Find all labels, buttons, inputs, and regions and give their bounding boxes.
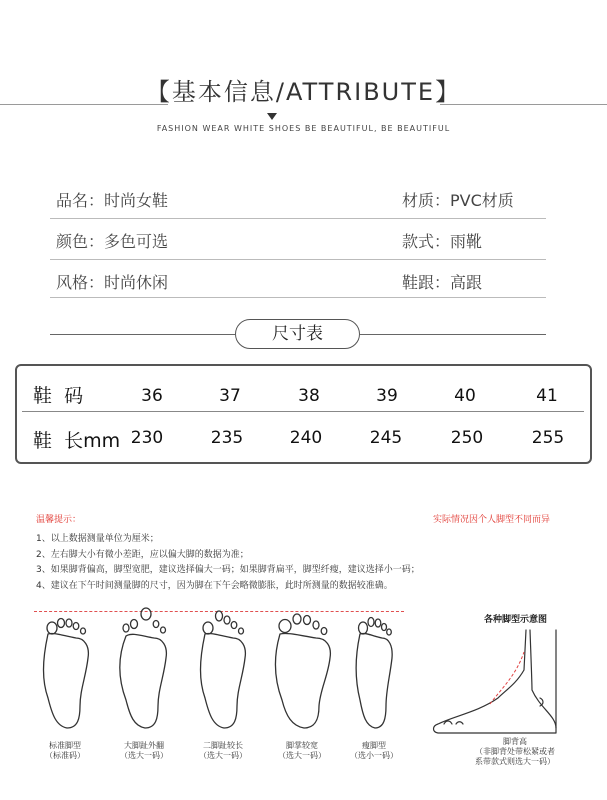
length-cell: 235 bbox=[210, 428, 244, 448]
attr-color: 颜色：多色可选 bbox=[56, 232, 169, 251]
foot-label-slim bbox=[339, 741, 409, 761]
size-cell: 38 bbox=[298, 386, 320, 406]
tips-disclaimer: 实际情况因个人脚型不同而异 bbox=[433, 515, 551, 525]
foot-label-standard bbox=[30, 741, 100, 761]
size-title-rule-left bbox=[50, 334, 235, 335]
foot-advice: （选大一码） bbox=[120, 751, 168, 760]
foot-advice: （选大一码） bbox=[278, 751, 326, 760]
foot-advice: （选大一码） bbox=[199, 751, 247, 760]
size-cell: 39 bbox=[376, 386, 398, 406]
foot-standard-icon bbox=[44, 619, 89, 729]
foot-label-wide bbox=[267, 741, 337, 761]
diagram-note-line1: （非脚背处带松紧或者 bbox=[475, 747, 555, 756]
tip-note: 2、左右脚大小有微小差距，应以偏大脚的数据为准； bbox=[36, 550, 249, 560]
diagram-label bbox=[450, 737, 580, 767]
length-cell: 240 bbox=[289, 428, 323, 448]
size-cell: 36 bbox=[141, 386, 163, 406]
length-label: 鞋 长mm bbox=[33, 430, 121, 452]
down-arrow-icon bbox=[267, 113, 277, 120]
diagram-title: 各种脚型示意图 bbox=[484, 615, 548, 625]
attr-material: 材质：PVC材质 bbox=[402, 191, 514, 210]
attr-divider bbox=[50, 297, 546, 298]
foot-advice: （选小一码） bbox=[350, 751, 398, 760]
foot-illustrations bbox=[34, 606, 414, 736]
page-title: 【基本信息/ATTRIBUTE】 bbox=[145, 78, 462, 106]
size-cell: 37 bbox=[219, 386, 241, 406]
size-cell: 41 bbox=[536, 386, 558, 406]
foot-slim-icon bbox=[356, 618, 392, 729]
foot-name: 瘦脚型 bbox=[362, 741, 386, 750]
size-cell: 40 bbox=[454, 386, 476, 406]
attr-fashion: 风格：时尚休闲 bbox=[56, 273, 169, 292]
foot-name: 脚掌较宽 bbox=[286, 741, 318, 750]
length-cell: 230 bbox=[130, 428, 164, 448]
foot-name: 标准脚型 bbox=[49, 741, 81, 750]
length-cell: 245 bbox=[369, 428, 403, 448]
size-table-title: 尺寸表 bbox=[235, 319, 360, 349]
tip-note: 4、建议在下午时间测量脚的尺寸，因为脚在下午会略微膨胀，此时所测量的数据较准确。 bbox=[36, 581, 393, 591]
size-title-rule-right bbox=[360, 334, 546, 335]
foot-wide-icon bbox=[276, 614, 331, 728]
size-label: 鞋 码 bbox=[33, 385, 84, 407]
foot-name: 二脚趾较长 bbox=[203, 741, 243, 750]
tip-note: 1、以上数据测量单位为厘米； bbox=[36, 534, 159, 544]
length-cell: 255 bbox=[531, 428, 565, 448]
length-cell: 250 bbox=[450, 428, 484, 448]
foot-label-second-toe bbox=[188, 741, 258, 761]
size-table-divider bbox=[22, 411, 584, 412]
foot-long-second-toe-icon bbox=[201, 611, 246, 728]
diagram-note-line2: 系带款式则选大一码） bbox=[475, 757, 555, 766]
foot-name: 大脚趾外翻 bbox=[124, 741, 164, 750]
foot-bunion-icon bbox=[120, 608, 166, 728]
diagram-label-title: 脚背高 bbox=[503, 737, 527, 746]
page-subtitle: FASHION WEAR WHITE SHOES BE BEAUTIFUL, BE BEAUTIFUL bbox=[156, 124, 451, 133]
foot-advice: （标准码） bbox=[45, 751, 85, 760]
attr-name: 品名：时尚女鞋 bbox=[56, 191, 169, 210]
tip-note: 3、如果脚背偏高，脚型宽肥，建议选择偏大一码；如果脚背扁平，脚型纤瘦，建议选择小一码； bbox=[36, 565, 420, 575]
high-instep-diagram bbox=[428, 628, 578, 740]
attr-style: 款式：雨靴 bbox=[402, 232, 483, 251]
attr-divider bbox=[50, 259, 546, 260]
tips-title: 温馨提示： bbox=[36, 515, 82, 525]
foot-label-bunion bbox=[109, 741, 179, 761]
attr-heel: 鞋跟：高跟 bbox=[402, 273, 483, 292]
attr-divider bbox=[50, 218, 546, 219]
